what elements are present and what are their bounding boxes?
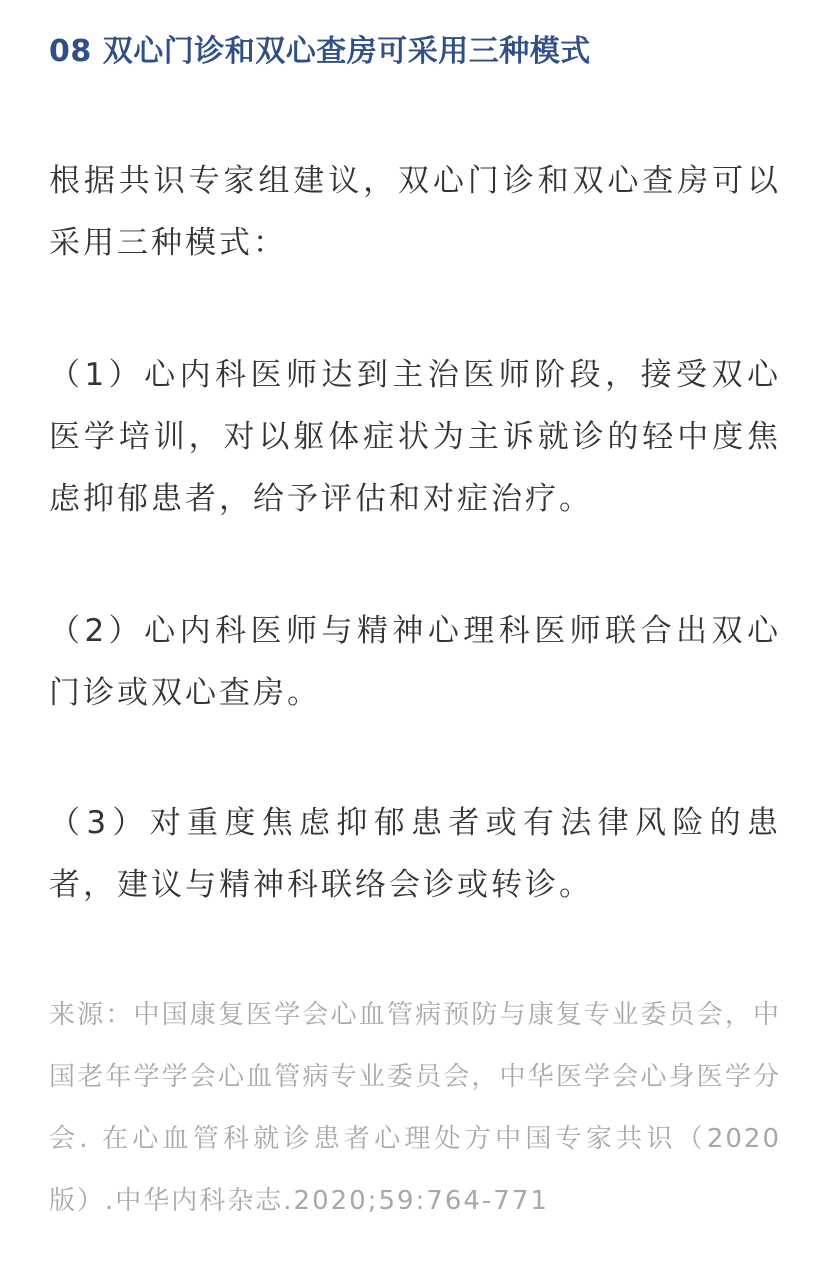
- section-heading: 08 双心门诊和双心查房可采用三种模式: [49, 34, 591, 69]
- source-citation: 来源：中国康复医学会心血管病预防与康复专业委员会，中国老年学学会心血管病专业委员会，中华医学会心身医学分会. 在心血管科就诊患者心理处方中国专家共识（2020版）.中华内科杂志.2020;59:764-771: [49, 1000, 781, 1216]
- mode-3-paragraph: （3）对重度焦虑抑郁患者或有法律风险的患者，建议与精神科联络会诊或转诊。: [49, 805, 781, 903]
- intro-paragraph: 根据共识专家组建议，双心门诊和双心查房可以采用三种模式：: [49, 163, 781, 261]
- mode-2-paragraph: （2）心内科医师与精神心理科医师联合出双心门诊或双心查房。: [49, 613, 781, 711]
- mode-1-paragraph: （1）心内科医师达到主治医师阶段，接受双心医学培训，对以躯体症状为主诉就诊的轻中度焦虑抑郁患者，给予评估和对症治疗。: [49, 357, 781, 517]
